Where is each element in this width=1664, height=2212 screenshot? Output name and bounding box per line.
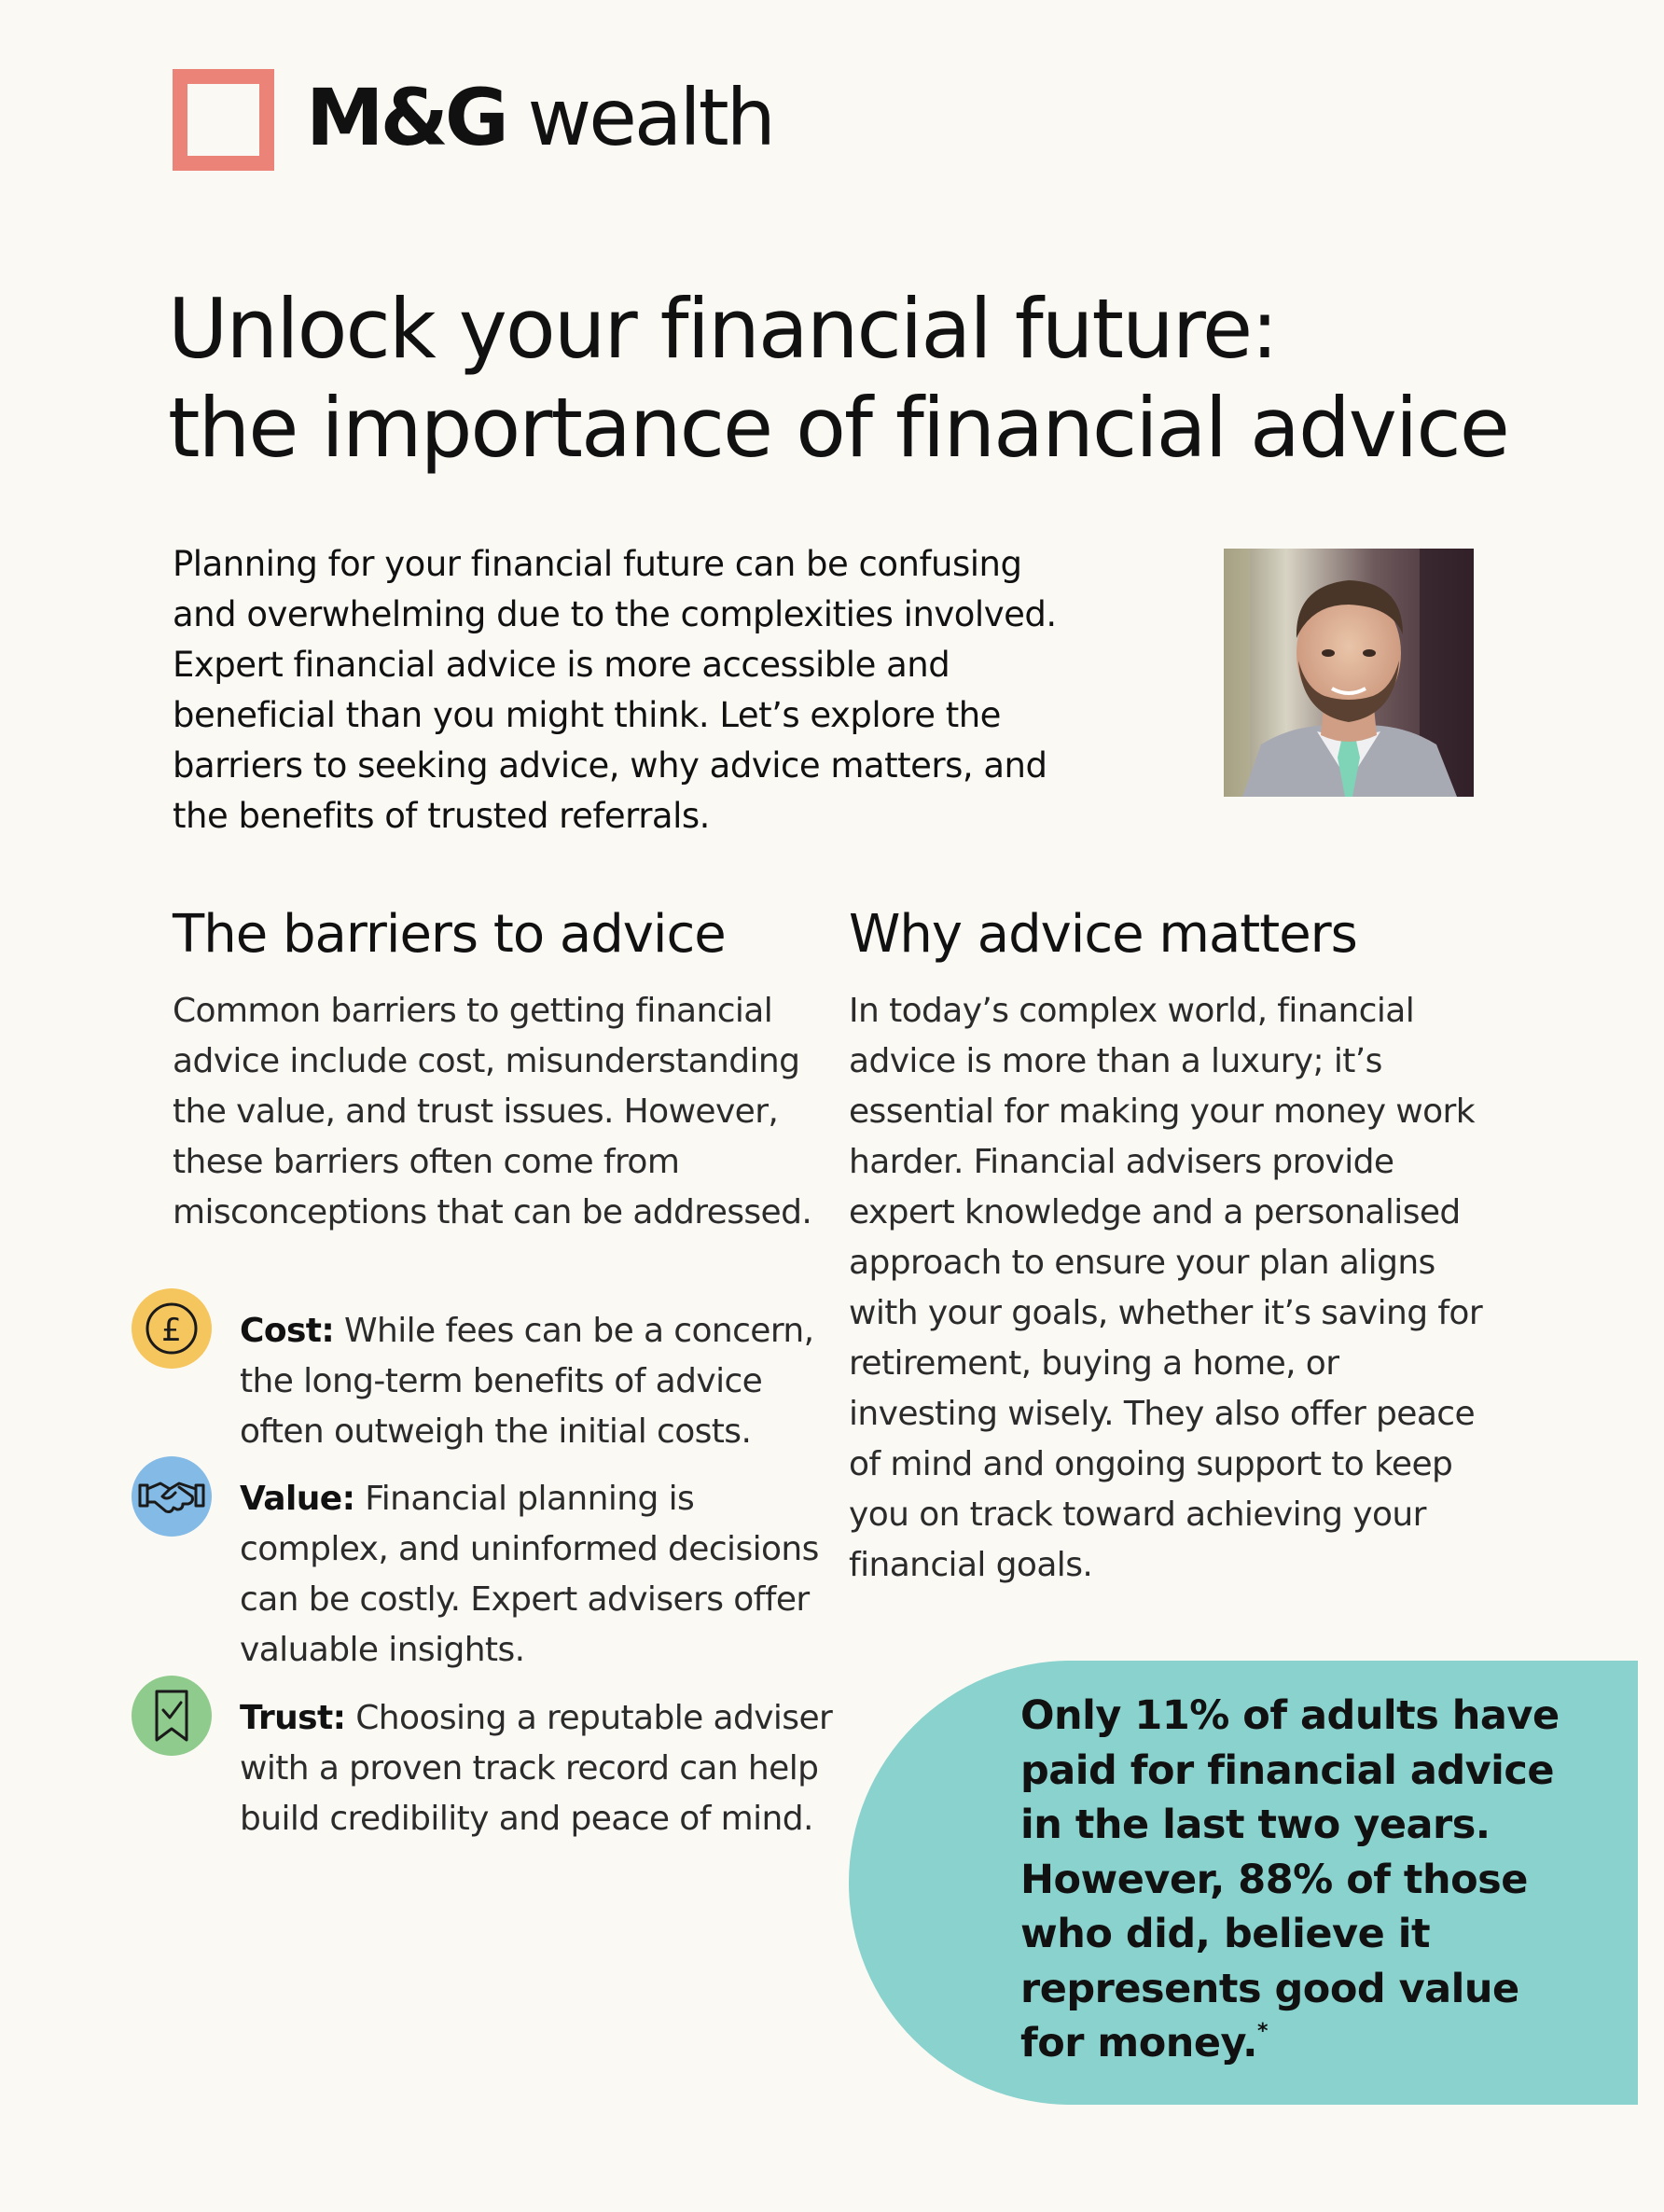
pound-coin-icon	[131, 1287, 213, 1370]
barrier-trust-label: Trust:	[240, 1699, 346, 1737]
statistic-callout-text	[1020, 1689, 1561, 2071]
brand-wordmark	[306, 71, 773, 164]
intro-paragraph: Planning for your financial future can be confusing and overwhelming due to the complexities involved. Expert financial advice is more accessible and beneficial than you might think. Let’s explore the barriers to seeking advice, why advice matters, and the benefits of trusted referrals.	[173, 544, 1057, 836]
adviser-portrait	[1224, 549, 1474, 797]
barrier-item-value	[131, 1455, 839, 1670]
brand-name-rest: wealth	[505, 72, 773, 163]
why-advice-body: In today’s complex world, financial advice is more than a luxury; it’s essential for making your money work harder. Financial advisers provide expert knowledge and a personalised approach to ensure your plan aligns with your goals, whether it’s saving for retirement, buying a home, or investing wisely. They also offer peace of mind and ongoing support to keep you on track toward achieving your financial goals.	[849, 992, 1483, 1584]
bookmark-check-icon	[131, 1675, 213, 1757]
barrier-value-description: Financial planning is complex, and uninformed decisions can be costly. Expert advisers offer valuable insights.	[240, 1480, 819, 1669]
barrier-cost-text	[240, 1306, 837, 1457]
barriers-intro: Common barriers to getting financial advice include cost, misunderstanding the value, and trust issues. However, these barriers often come from misconceptions that can be addressed.	[173, 992, 812, 1231]
barrier-cost-label: Cost:	[240, 1312, 335, 1350]
footnote-marker: *	[1256, 2020, 1268, 2043]
handshake-icon	[131, 1455, 213, 1537]
barrier-value-text	[240, 1474, 837, 1676]
page-title-line-2: the importance of financial advice	[168, 380, 1508, 476]
barrier-cost-description: While fees can be a concern, the long-term benefits of advice often outweigh the initial costs.	[240, 1312, 814, 1451]
brand-name-strong: M&G	[306, 72, 506, 163]
why-advice-heading: Why advice matters	[849, 904, 1357, 965]
barrier-trust-text	[240, 1693, 837, 1844]
barriers-heading: The barriers to advice	[173, 904, 726, 965]
brand-logo-square-icon	[173, 69, 274, 171]
barrier-item-cost	[131, 1287, 839, 1455]
page-title	[168, 280, 1508, 478]
page-title-line-1: Unlock your financial future:	[168, 281, 1277, 377]
barrier-item-trust	[131, 1675, 839, 1899]
barrier-trust-description: Choosing a reputable adviser with a proven track record can help build credibility and peace of mind.	[240, 1699, 833, 1838]
barrier-value-label: Value:	[240, 1480, 355, 1518]
svg-text:£: £	[161, 1312, 182, 1349]
statistic-callout-body: Only 11% of adults have paid for financial advice in the last two years. However, 88% of those who did, believe it represents good value for money.	[1020, 1692, 1560, 2066]
